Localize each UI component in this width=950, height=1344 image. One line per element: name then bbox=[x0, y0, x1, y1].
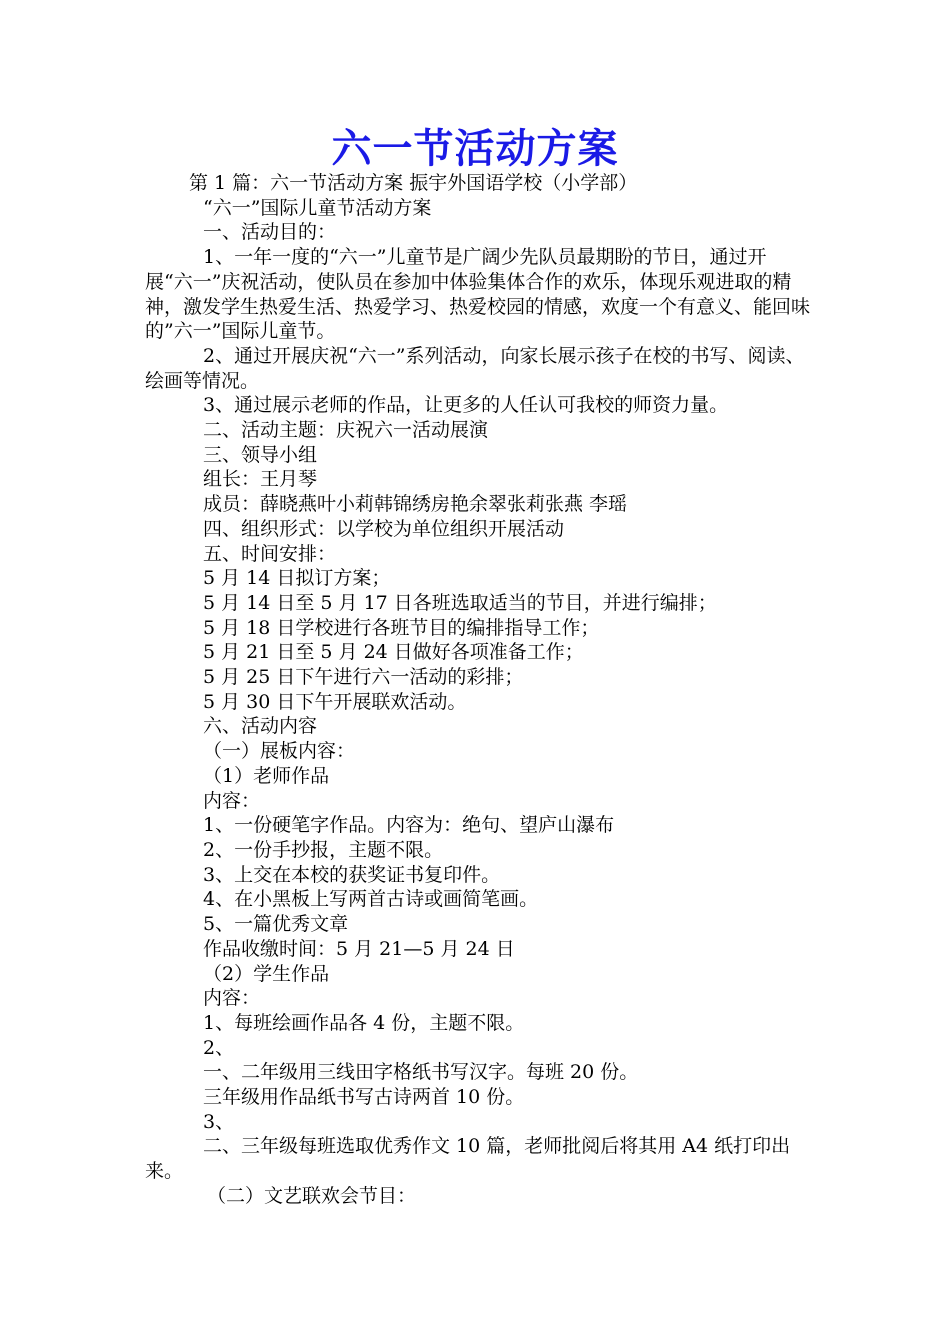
text-line: （2）学生作品 bbox=[203, 962, 330, 985]
text-line: 5、一篇优秀文章 bbox=[203, 913, 349, 936]
text-line: 五、时间安排： bbox=[203, 542, 337, 565]
text-line: 三、领导小组 bbox=[203, 443, 318, 466]
text-line: 5 月 18 日学校进行各班节目的编排指导工作； bbox=[203, 616, 600, 639]
text-line: 内容： bbox=[203, 789, 261, 812]
text-line: 3、上交在本校的获奖证书复印件。 bbox=[203, 863, 501, 886]
text-line: 1、一年一度的“六一”儿童节是广阔少先队员最期盼的节日，通过开展“六一”庆祝活动，使队员在参加中体验集体合作的欢乐，体现乐观进取的精神，激发学生热爱生活、热爱学习、热爱校园的情感，欢度一个有意义、能回味的”六一”国际儿童节。 bbox=[145, 246, 811, 343]
text-line: 3、 bbox=[203, 1110, 235, 1133]
text-line: 5 月 25 日下午进行六一活动的彩排； bbox=[203, 666, 524, 689]
text-line: 5 月 30 日下午开展联欢活动。 bbox=[203, 690, 467, 713]
text-line: 一、二年级用三线田字格纸书写汉字。每班 20 份。 bbox=[203, 1061, 639, 1084]
text-line: 六、活动内容 bbox=[203, 715, 318, 738]
text-line: 2、通过开展庆祝“六一”系列活动，向家长展示孩子在校的书写、阅读、绘画等情况。 bbox=[145, 344, 805, 392]
text-line: 5 月 14 日至 5 月 17 日各班选取适当的节目，并进行编排； bbox=[203, 591, 717, 614]
text-line: （1）老师作品 bbox=[203, 764, 330, 787]
text-line: 作品收缴时间：5 月 21—5 月 24 日 bbox=[203, 937, 515, 960]
document-body bbox=[145, 171, 813, 1209]
document-title: 六一节活动方案 bbox=[331, 126, 619, 172]
text-line: 四、组织形式：以学校为单位组织开展活动 bbox=[203, 517, 565, 540]
text-line: 三年级用作品纸书写古诗两首 10 份。 bbox=[203, 1086, 525, 1109]
text-line: 5 月 14 日拟订方案； bbox=[203, 567, 391, 590]
text-line: 第 1 篇：六一节活动方案 振宇外国语学校（小学部） bbox=[189, 172, 638, 194]
text-line: 二、三年级每班选取优秀作文 10 篇，老师批阅后将其用 A4 纸打印出来。 bbox=[145, 1135, 791, 1183]
text-line: 1、一份硬笔字作品。内容为：绝句、望庐山瀑布 bbox=[203, 814, 615, 837]
text-line: 内容： bbox=[203, 987, 261, 1010]
text-line: 2、一份手抄报，主题不限。 bbox=[203, 838, 444, 861]
text-line: 成员：薛晓燕叶小莉韩锦绣房艳余翠张莉张燕 李瑶 bbox=[203, 493, 628, 516]
text-line: “六一”国际儿童节活动方案 bbox=[203, 196, 432, 219]
text-line: 3、通过展示老师的作品，让更多的人任认可我校的师资力量。 bbox=[203, 394, 729, 417]
text-line: 2、 bbox=[203, 1036, 235, 1059]
text-line: （一）展板内容： bbox=[203, 740, 356, 763]
text-line: 5 月 21 日至 5 月 24 日做好各项准备工作； bbox=[203, 641, 584, 664]
text-line: 1、每班绘画作品各 4 份，主题不限。 bbox=[203, 1011, 525, 1034]
text-line: 二、活动主题：庆祝六一活动展演 bbox=[203, 419, 489, 442]
text-line: 组长：王月琴 bbox=[203, 468, 318, 491]
text-line: 一、活动目的： bbox=[203, 221, 337, 244]
text-line: 4、在小黑板上写两首古诗或画简笔画。 bbox=[203, 888, 539, 911]
text-line: （二）文艺联欢会节目： bbox=[207, 1184, 417, 1207]
